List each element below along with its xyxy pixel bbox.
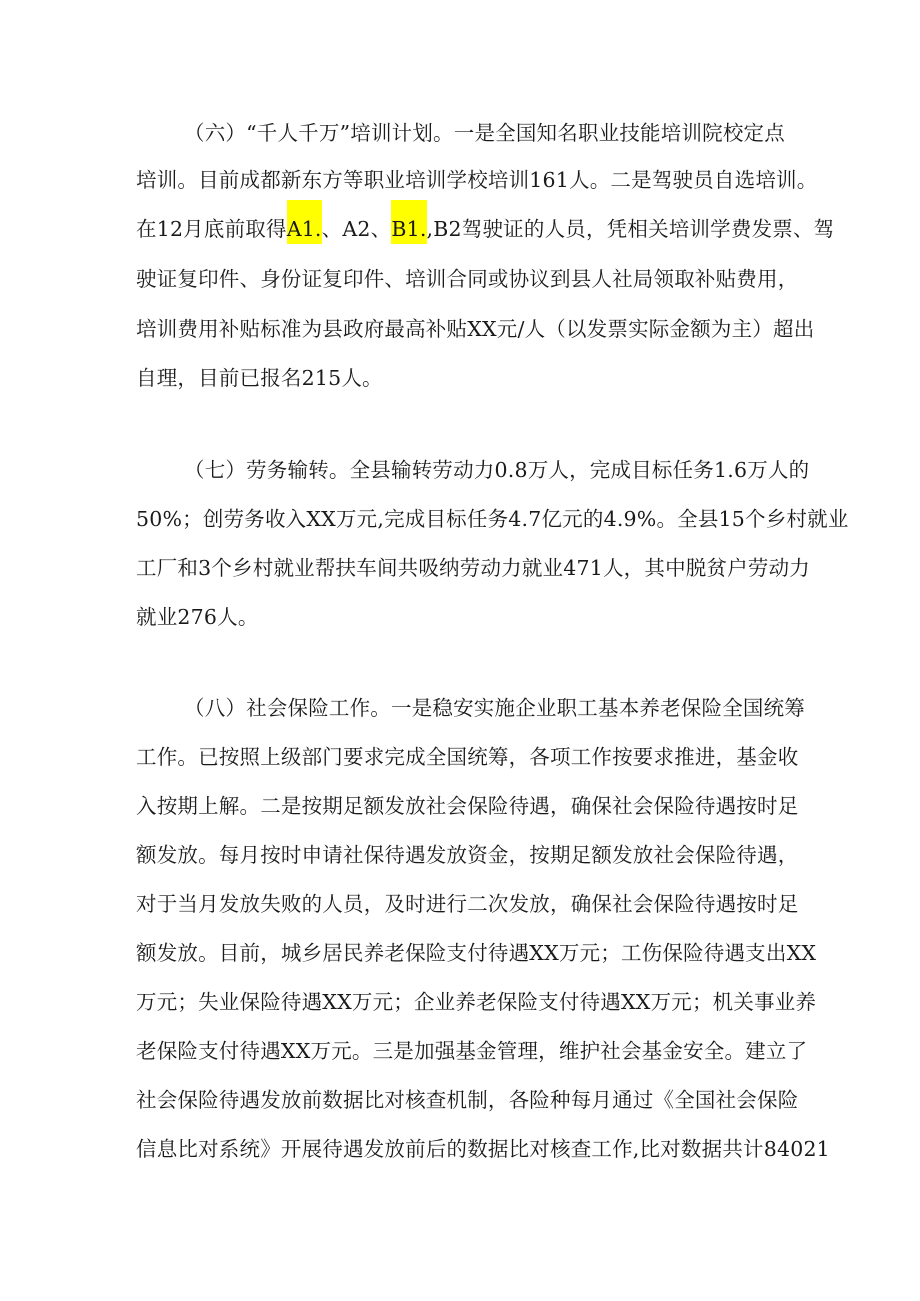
section-seven-line-4: 就业276人。 [136,605,259,629]
section-eight-line-7: 万元；失业保险待遇XX万元；企业养老保险支付待遇XX万元；机关事业养 [136,990,817,1014]
section-eight-line-6: 额发放。目前，城乡居民养老保险支付待遇XX万元；工伤保险待遇支出XX [136,941,817,965]
section-six-line-2: 培训。目前成都新东方等职业培训学校培训161人。二是驾驶员自选培训。 [136,168,818,192]
section-six-line-5: 培训费用补贴标准为县政府最高补贴XX元/人（以发票实际金额为主）超出 [136,317,815,341]
highlighted-text: B1. [391,200,426,244]
section-eight-line-9: 社会保险待遇发放前数据比对核查机制，各险种每月通过《全国社会保险 [136,1088,799,1112]
section-seven-line-1: （七）劳务输转。全县输转劳动力0.8万人，完成目标任务1.6万人的 [184,458,810,482]
section-six-line-3 [136,214,834,244]
section-eight-line-1: （八）社会保险工作。一是稳安实施企业职工基本养老保险全国统筹 [184,696,805,720]
section-eight-line-2: 工作。已按照上级部门要求完成全国统筹，各项工作按要求推进，基金收 [136,745,799,769]
section-six-line-1: （六）“千人千万”培训计划。一是全国知名职业技能培训院校定点 [184,121,785,145]
highlighted-text: A1. [287,200,322,244]
section-six-line-4: 驶证复印件、身份证复印件、培训合同或协议到县人社局领取补贴费用， [136,267,799,291]
text-segment: 、A2、 [321,217,392,241]
section-six-line-6: 自理，目前已报名215人。 [136,366,383,390]
section-eight-line-10: 信息比对系统》开展待遇发放前后的数据比对核查工作,比对数据共计84021 [136,1137,830,1161]
text-segment: ,B2驾驶证的人员，凭相关培训学费发票、驾 [426,217,835,241]
section-eight-line-3: 入按期上解。二是按期足额发放社会保险待遇，确保社会保险待遇按时足 [136,794,799,818]
section-seven-line-3: 工厂和3个乡村就业帮扶车间共吸纳劳动力就业471人，其中脱贫户劳动力 [136,556,810,580]
section-eight-line-8: 老保险支付待遇XX万元。三是加强基金管理，维护社会基金安全。建立了 [136,1039,808,1063]
text-segment: 在12月底前取得 [136,217,287,241]
section-seven-line-2: 50%；创劳务收入XX万元,完成目标任务4.7亿元的4.9%。全县15个乡村就业 [136,507,849,531]
section-eight-line-5: 对于当月发放失败的人员，及时进行二次发放，确保社会保险待遇按时足 [136,892,799,916]
section-eight-line-4: 额发放。每月按时申请社保待遇发放资金，按期足额发放社会保险待遇， [136,843,799,867]
